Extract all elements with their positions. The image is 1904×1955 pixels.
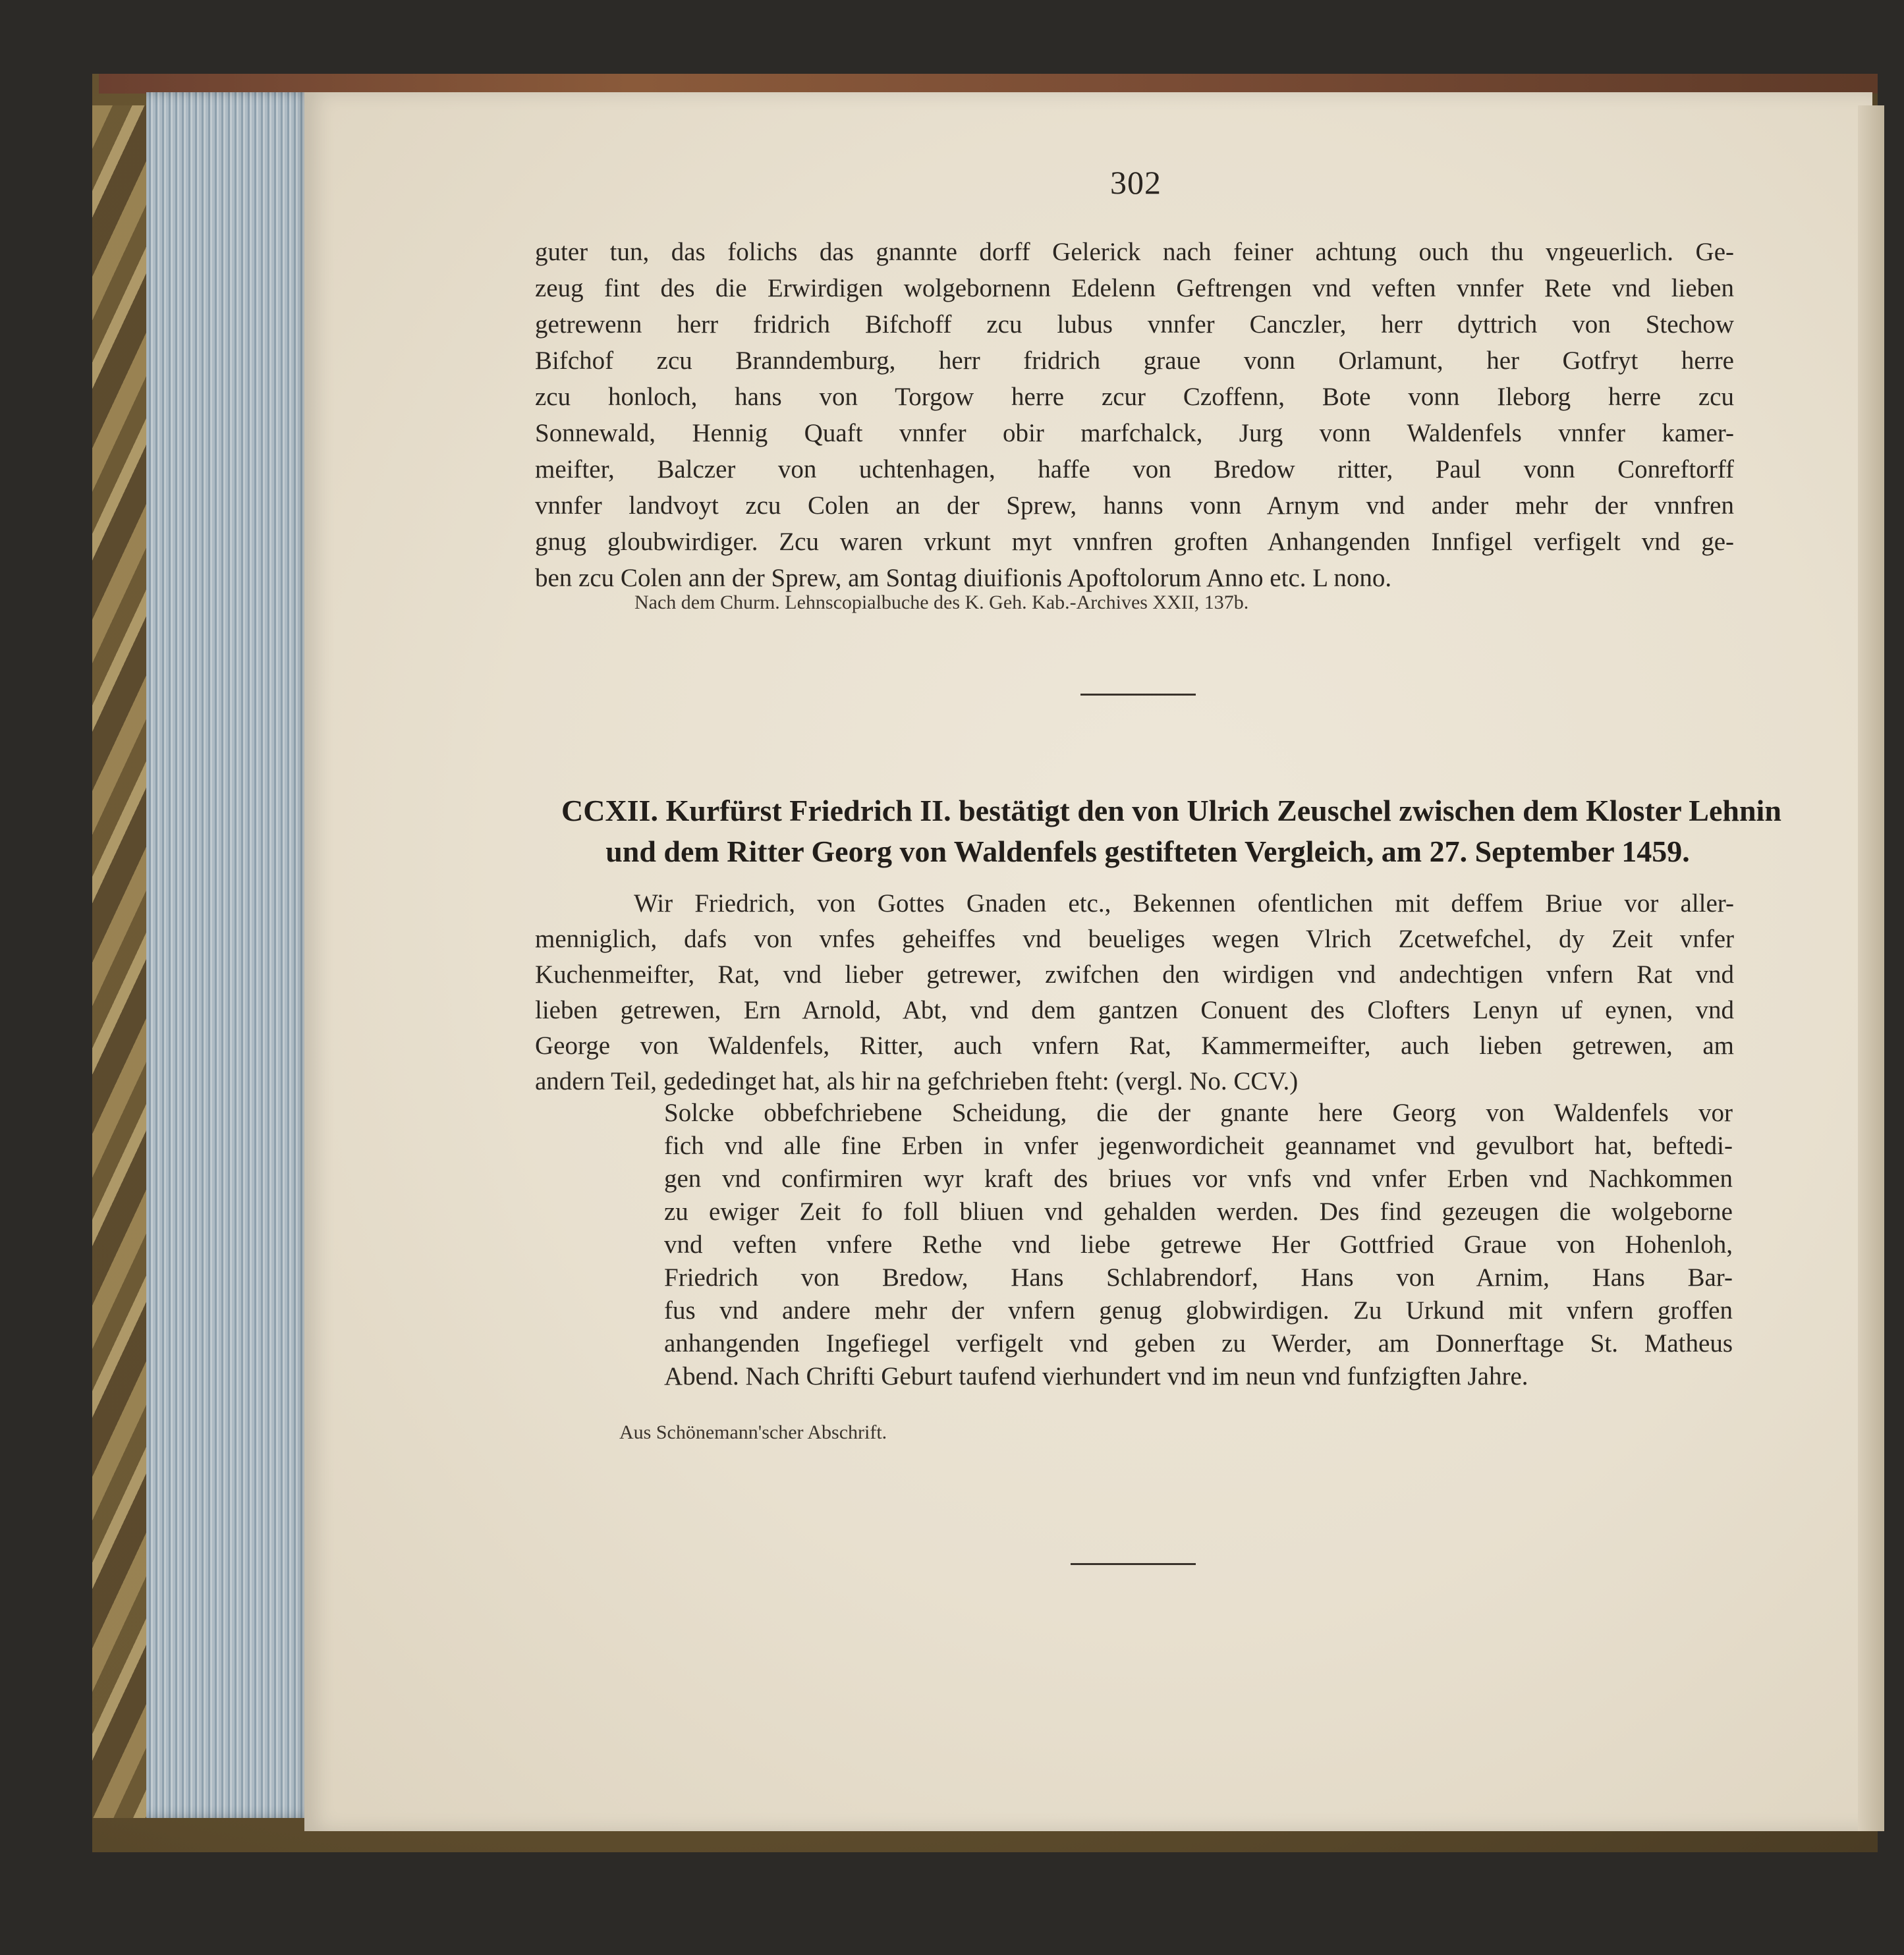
text-line: George von Waldenfels, Ritter, auch vnfern Rat, Kammermeifter, auch lieben getrewen, am bbox=[535, 1032, 1734, 1060]
text-line: andern Teil, gededinget hat, als hir na gefchrieben fteht: (vergl. No. CCV.) bbox=[535, 1067, 1299, 1095]
source-note: Nach dem Churm. Lehnscopialbuche des K. Geh. Kab.-Archives XXII, 137b. bbox=[634, 592, 1249, 613]
text-line: Solcke obbefchriebene Scheidung, die der gnante here Georg von Waldenfels vor bbox=[664, 1099, 1733, 1127]
heading-line: und dem Ritter Georg von Waldenfels gestifteten Vergleich, am 27. September 1459. bbox=[605, 835, 1690, 868]
text-line: guter tun, das folichs das gnannte dorff Gelerick nach feiner achtung ouch thu vngeuerlich. Ge- bbox=[535, 238, 1734, 266]
text-line: zu ewiger Zeit fo foll bliuen vnd gehalden werden. Des find gezeugen die wolgeborne bbox=[664, 1198, 1733, 1226]
text-line: meifter, Balczer von uchtenhagen, haffe von Bredow ritter, Paul vonn Conreftorff bbox=[535, 455, 1734, 483]
page-number: 302 bbox=[1110, 164, 1162, 201]
book-headband bbox=[99, 74, 1878, 94]
page-edges bbox=[146, 92, 311, 1818]
document-heading bbox=[561, 790, 1781, 872]
text-line: getrewenn herr fridrich Bifchoff zcu lubus vnnfer Canczler, herr dyttrich von Stechow bbox=[535, 310, 1734, 339]
text-line: lieben getrewen, Ern Arnold, Abt, vnd dem gantzen Conuent des Clofters Lenyn uf eynen, vnd bbox=[535, 996, 1734, 1024]
text-line: Sonnewald, Hennig Quaft vnnfer obir marfchalck, Jurg vonn Waldenfels vnnfer kamer- bbox=[535, 419, 1734, 447]
text-line: menniglich, dafs von vnfes geheiffes vnd beueliges wegen Vlrich Zcetwefchel, dy Zeit vnfer bbox=[535, 925, 1734, 953]
section-divider bbox=[1071, 1563, 1196, 1565]
heading-line: CCXII. Kurfürst Friedrich II. bestätigt den von Ulrich Zeuschel zwischen dem Kloster Lehnin bbox=[561, 794, 1781, 827]
source-note: Aus Schönemann'scher Abschrift. bbox=[619, 1421, 887, 1443]
text-line: ben zcu Colen ann der Sprew, am Sontag diuifionis Apoftolorum Anno etc. L nono. bbox=[535, 564, 1392, 592]
text-line: Wir Friedrich, von Gottes Gnaden etc., Bekennen ofentlichen mit deffem Briue vor aller- bbox=[634, 889, 1734, 918]
text-line: anhangenden Ingefiegel verfigelt vnd geben zu Werder, am Donnerftage St. Matheus bbox=[664, 1329, 1733, 1358]
main-paragraph bbox=[535, 886, 1734, 1099]
text-line: Bifchof zcu Branndemburg, herr fridrich graue vonn Orlamunt, her Gotfryt herre bbox=[535, 346, 1734, 375]
top-paragraph bbox=[535, 234, 1734, 596]
text-line: fich vnd alle fine Erben in vnfer jegenwordicheit geannamet vnd gevulbort hat, beftedi- bbox=[664, 1132, 1733, 1160]
text-line: vnd veften vnfere Rethe vnd liebe getrewe Her Gottfried Graue von Hohenloh, bbox=[664, 1230, 1733, 1259]
text-line: fus vnd andere mehr der vnfern genug globwirdigen. Zu Urkund mit vnfern groffen bbox=[664, 1296, 1733, 1325]
quoted-paragraph bbox=[664, 1097, 1733, 1393]
text-line: Friedrich von Bredow, Hans Schlabrendorf, Hans von Arnim, Hans Bar- bbox=[664, 1263, 1733, 1292]
text-line: Abend. Nach Chrifti Geburt taufend vierhundert vnd im neun vnd funfzigften Jahre. bbox=[664, 1362, 1528, 1391]
text-line: gnug gloubwirdiger. Zcu waren vrkunt myt vnnfren groften Anhangenden Innfigel verfigelt vnd ge- bbox=[535, 528, 1734, 556]
text-line: vnnfer landvoyt zcu Colen an der Sprew, hanns vonn Arnym vnd ander mehr der vnnfren bbox=[535, 491, 1734, 520]
text-line: Kuchenmeifter, Rat, vnd lieber getrewer, zwifchen den wirdigen vnd andechtigen vnfern Rat vnd bbox=[535, 960, 1734, 989]
text-line: zcu honloch, hans von Torgow herre zcur Czoffenn, Bote vonn Ileborg herre zcu bbox=[535, 383, 1734, 411]
text-line: gen vnd confirmiren wyr kraft des briues vor vnfs vnd vnfer Erben vnd Nachkommen bbox=[664, 1165, 1733, 1193]
section-divider bbox=[1080, 694, 1196, 696]
facing-page-edge bbox=[1858, 105, 1884, 1831]
text-line: zeug fint des die Erwirdigen wolgebornenn Edelenn Geftrengen vnd veften vnnfer Rete vnd lieben bbox=[535, 274, 1734, 302]
